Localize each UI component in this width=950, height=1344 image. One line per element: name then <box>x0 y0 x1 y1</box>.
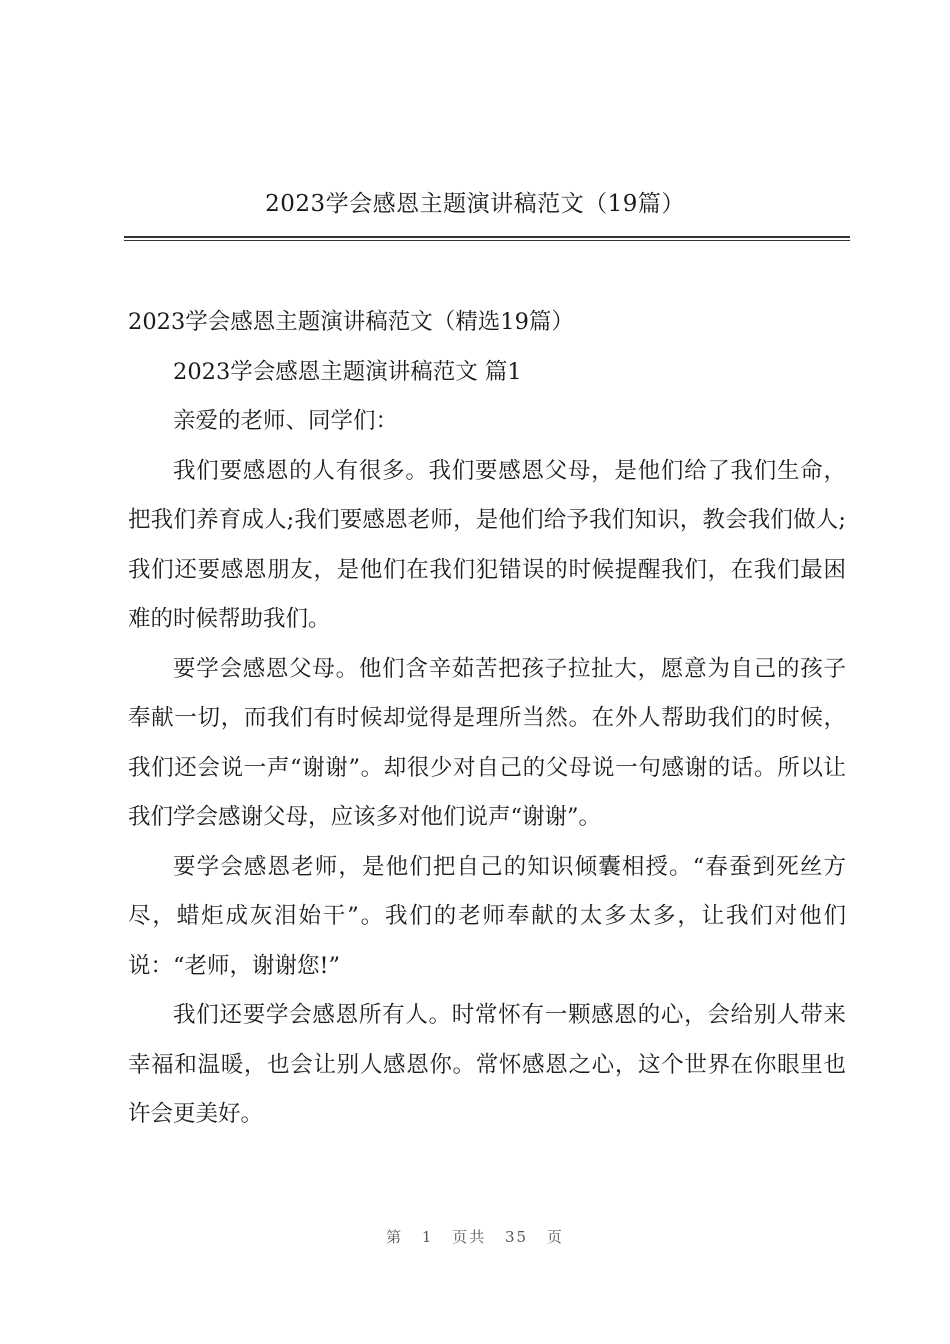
footer-page-middle: 页共 <box>452 1228 487 1246</box>
paragraph-2: 要学会感恩父母。他们含辛茹苦把孩子拉扯大，愿意为自己的孩子奉献一切，而我们有时候却觉得是理所当然。在外人帮助我们的时候，我们还会说一声“谢谢”。却很少对自己的父母说一句感谢的话。所以让我们学会感谢父母，应该多对他们说声“谢谢”。 <box>128 655 846 830</box>
salutation: 亲爱的老师、同学们： <box>173 408 399 434</box>
section-title: 2023学会感恩主题演讲稿范文 篇1 <box>173 358 522 385</box>
page-header-title: 2023学会感恩主题演讲稿范文（19篇） <box>265 191 685 217</box>
header-divider <box>124 236 850 241</box>
footer-page-number: 1 <box>421 1228 434 1246</box>
footer-page-prefix: 第 <box>386 1228 404 1246</box>
document-subtitle: 2023学会感恩主题演讲稿范文（精选19篇） <box>128 309 574 335</box>
footer-total-pages: 35 <box>505 1228 529 1246</box>
document-body <box>128 298 846 1140</box>
paragraph-4: 我们还要学会感恩所有人。时常怀有一颗感恩的心，会给别人带来幸福和温暖，也会让别人感恩你。常怀感恩之心，这个世界在你眼里也许会更美好。 <box>128 1002 846 1127</box>
paragraph-3: 要学会感恩老师，是他们把自己的知识倾囊相授。“春蚕到死丝方尽，蜡炬成灰泪始干”。我们的老师奉献的太多太多，让我们对他们说：“老师，谢谢您!” <box>128 853 846 979</box>
paragraph-1: 我们要感恩的人有很多。我们要感恩父母，是他们给了我们生命，把我们养育成人;我们要感恩老师，是他们给予我们知识，教会我们做人;我们还要感恩朋友，是他们在我们犯错误的时候提醒我们，在我们最困难的时候帮助我们。 <box>128 457 846 632</box>
page-footer <box>0 1226 950 1247</box>
footer-page-suffix: 页 <box>546 1228 564 1246</box>
